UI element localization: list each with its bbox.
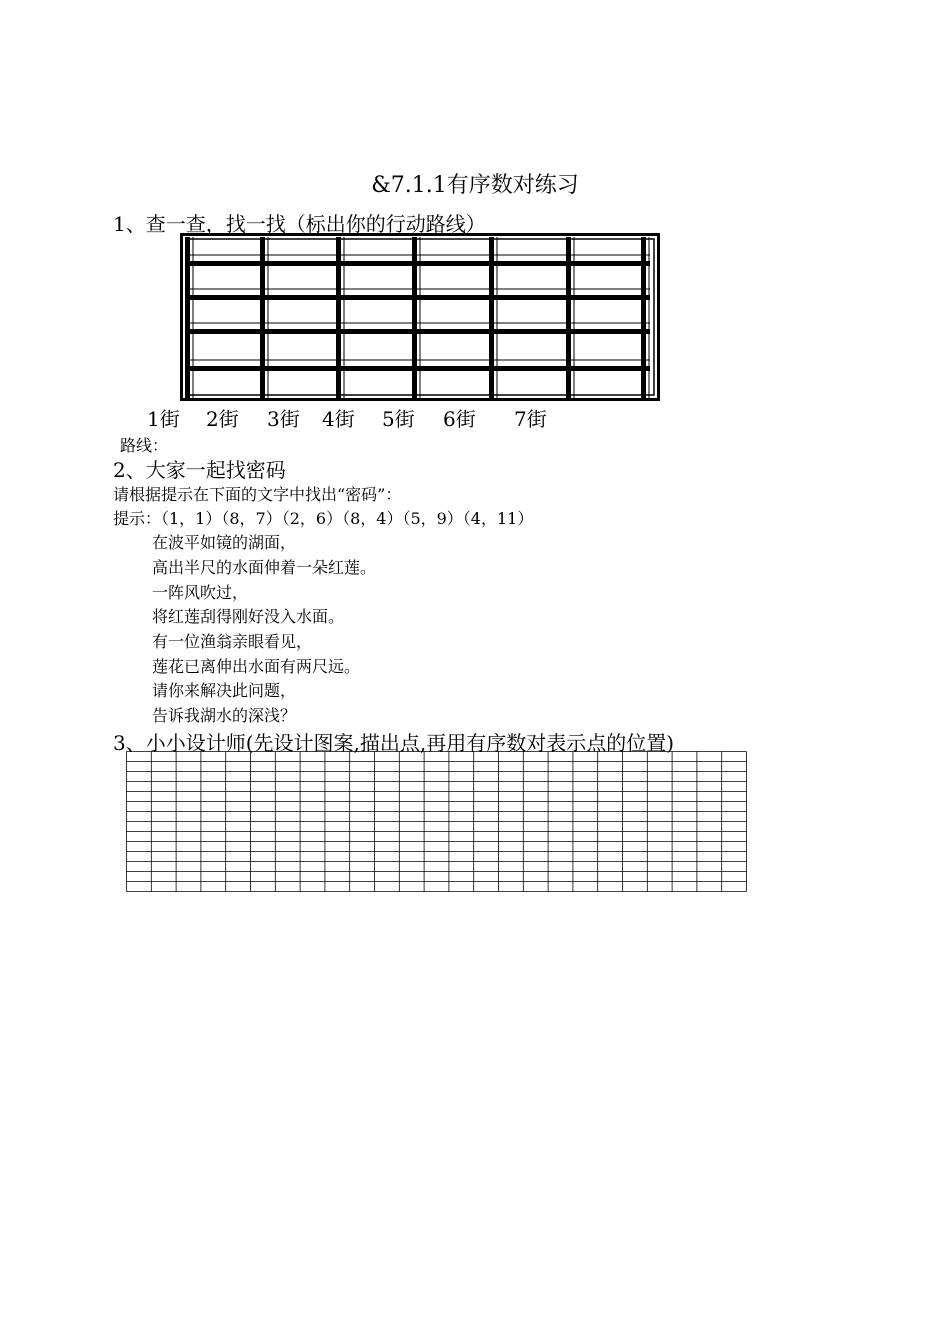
- road-line: [188, 295, 650, 300]
- street-map: [180, 233, 662, 403]
- road-line: [188, 366, 650, 371]
- route-label: 路线：: [120, 436, 169, 455]
- street-label-1: 1街: [147, 407, 180, 431]
- poem-line: 告诉我湖水的深浅？: [152, 706, 297, 725]
- section2-instruction: 请根据提示在下面的文字中找出“密码”：: [113, 485, 402, 504]
- poem-line: 请你来解决此问题，: [152, 681, 297, 700]
- poem-line: 莲花已离伸出水面有两尺远。: [152, 657, 361, 676]
- street-label-2: 2街: [206, 407, 239, 431]
- section1-heading: 1、查一查，找一找（标出你的行动路线）: [113, 212, 486, 236]
- section2-hint: 提示：（1，1）（8，7）（2，6）（8，4）（5，9）（4，11）: [113, 509, 534, 528]
- street-label-3: 3街: [267, 407, 300, 431]
- poem-line: 高出半尺的水面伸着一朵红莲。: [152, 558, 377, 577]
- street-label-5: 5街: [382, 407, 415, 431]
- section3-heading: 3、小小设计师(先设计图案,描出点,再用有序数对表示点的位置): [113, 731, 675, 755]
- street-label-6: 6街: [443, 407, 476, 431]
- poem-line: 有一位渔翁亲眼看见，: [152, 632, 313, 651]
- section2-heading: 2、大家一起找密码: [113, 458, 286, 482]
- poem-line: 将红莲刮得刚好没入水面。: [152, 607, 345, 626]
- design-grid[interactable]: [126, 751, 748, 895]
- road-line: [188, 261, 650, 266]
- poem-line: 一阵风吹过，: [152, 583, 249, 602]
- road-line: [188, 329, 650, 334]
- page-title: &7.1.1有序数对练习: [371, 173, 579, 198]
- street-label-7: 7街: [514, 407, 547, 431]
- poem-line: 在波平如镜的湖面，: [152, 533, 297, 552]
- street-label-4: 4街: [322, 407, 355, 431]
